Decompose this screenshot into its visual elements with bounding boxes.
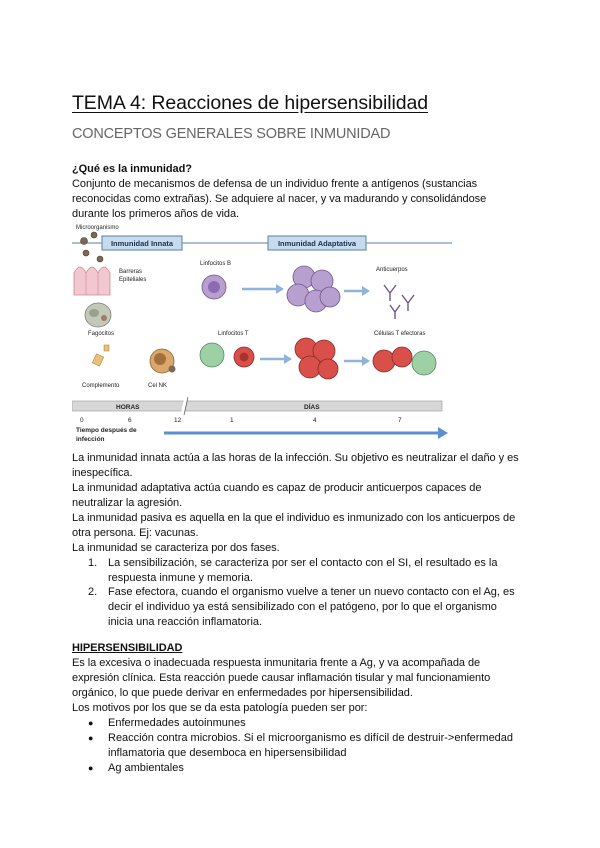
bullet-icon: ● (88, 718, 94, 728)
hyper-line: expresión clínica. Esta reacción puede causar inflamación tisular y mal funcionamiento (72, 672, 491, 684)
cause-line: Ag ambientales (108, 762, 184, 774)
b-cells-label: Linfocitos B (200, 261, 232, 267)
tick-label: 0 (80, 417, 84, 424)
phase-line: respuesta inmune y memoria. (108, 572, 253, 584)
b-cell-icon (202, 275, 226, 299)
phase-number: 1. (88, 557, 98, 569)
tick-label: 6 (128, 417, 132, 424)
phase-number: 2. (88, 586, 98, 598)
cause-line: Enfermedades autoinmunes (108, 717, 246, 729)
hypersensitivity-heading: HIPERSENSIBILIDAD (72, 642, 183, 654)
phagocytes-label: Fagocitos (88, 331, 115, 337)
page-title: TEMA 4: Reacciones de hipersensibilidad (72, 92, 428, 114)
phase-line: La sensibilización, se caracteriza por ser el contacto con el SI, el resultado es la (108, 557, 498, 569)
time-axis-label: infección (76, 436, 105, 443)
paragraph-line: La inmunidad se caracteriza por dos fases. (72, 542, 280, 554)
cause-line: inflamatoria que desemboca en hipersensibilidad (108, 747, 347, 759)
barriers-label: Barreras (119, 269, 143, 275)
tick-label: 1 (230, 417, 234, 424)
paragraph-line: inespecífica. (72, 467, 133, 479)
adaptive-header-label: Inmunidad Adaptativa (277, 239, 357, 248)
microorganism-label: Microorganismo (76, 225, 119, 231)
hyper-line: Los motivos por los que se da esta patología pueden ser por: (72, 702, 368, 714)
nk-label: Cel NK (148, 383, 168, 389)
phase-line: decir el individuo ya está sensibilizado con el patógeno, por lo que el organismo (108, 601, 497, 613)
phagocyte-icon (85, 303, 111, 327)
tick-label: 4 (313, 417, 317, 424)
bullet-icon: ● (88, 763, 94, 773)
question-heading: ¿Qué es la inmunidad? (72, 163, 192, 175)
section-subtitle: CONCEPTOS GENERALES SOBRE INMUNIDAD (72, 126, 391, 142)
barriers-label: Epiteliales (119, 277, 147, 283)
phase-line: inicia una reacción inflamatoria. (108, 616, 263, 628)
innate-header-label: Inmunidad Innata (110, 239, 174, 248)
paragraph-line: neutralizar la agresión. (72, 497, 183, 509)
t-cells-label: Linfocitos T (218, 331, 249, 337)
paragraph-line: La inmunidad pasiva es aquella en la que el individuo es inmunizado con los anticuerpos de (72, 512, 516, 524)
hours-label: HORAS (116, 404, 140, 411)
immunity-figure (72, 221, 452, 447)
days-label: DÍAS (304, 404, 320, 411)
bullet-icon: ● (88, 733, 94, 743)
paragraph-line: otra persona. Ej: vacunas. (72, 527, 199, 539)
cause-line: Reacción contra microbios. Si el microorganismo es difícil de destruir->enfermedad (108, 732, 514, 744)
antibodies-label: Anticuerpos (376, 267, 408, 273)
hyper-line: orgánico, lo que puede derivar en enfermedades por hipersensibilidad. (72, 687, 413, 699)
time-axis-label: Tiempo después de (76, 427, 137, 434)
tick-label: 12 (174, 417, 182, 424)
paragraph-line: La inmunidad innata actúa a las horas de la infección. Su objetivo es neutralizar el daño y es (72, 452, 519, 464)
definition-line: Conjunto de mecanismos de defensa de un individuo frente a antígenos (sustancias (72, 178, 478, 190)
epithelial-barrier-icon (74, 267, 110, 295)
effector-t-label: Células T efectoras (374, 331, 426, 337)
t-cell-cluster-icon (295, 338, 338, 379)
definition-line: durante los primeros años de vida. (72, 208, 240, 220)
phase-line: Fase efectora, cuando el organismo vuelve a tener un nuevo contacto con el Ag, es (108, 586, 515, 598)
hyper-line: Es la excesiva o inadecuada respuesta inmunitaria frente a Ag, y va acompañada de (72, 657, 481, 669)
tick-label: 7 (398, 417, 402, 424)
complement-label: Complemento (82, 383, 120, 389)
definition-line: reconocidas como extrañas). Se adquiere al nacer, y va madurando y consolidándose (72, 193, 487, 205)
paragraph-line: La inmunidad adaptativa actúa cuando es capaz de producir anticuerpos capaces de (72, 482, 482, 494)
